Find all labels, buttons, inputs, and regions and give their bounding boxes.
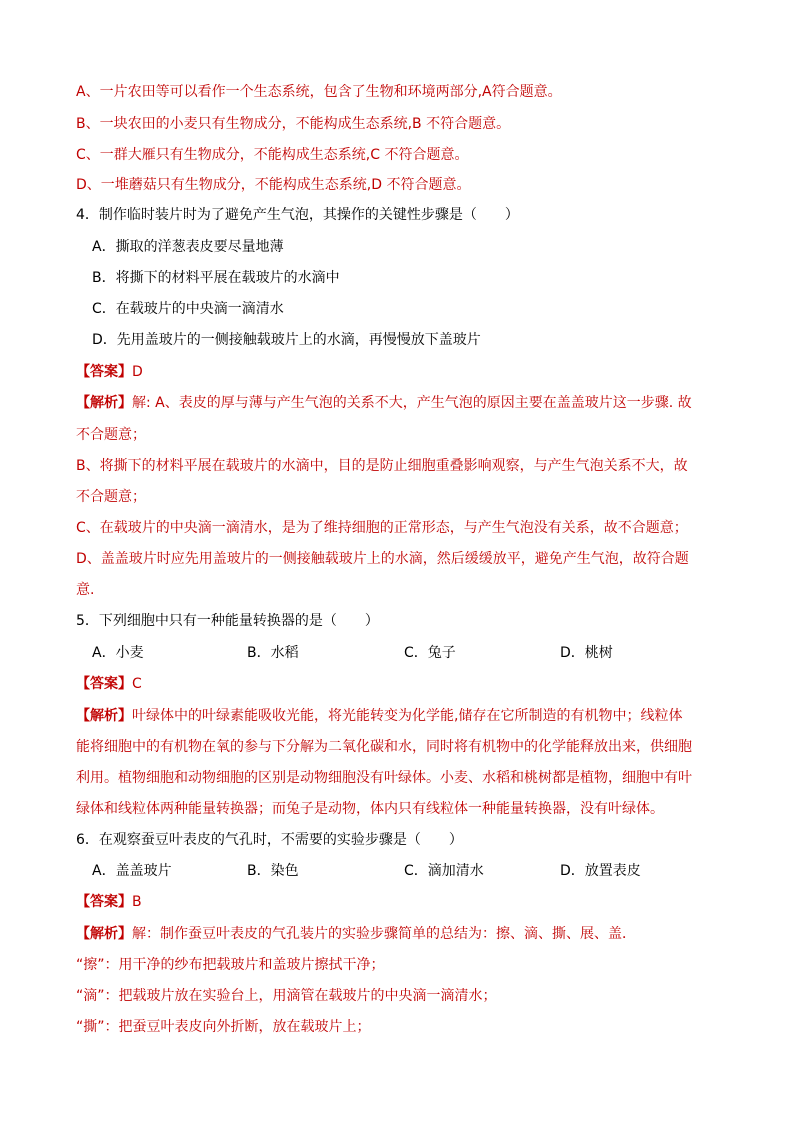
q5-option-b: B．水稻 (247, 645, 299, 661)
q6-analysis-line-2: “擦”：用干净的纱布把载玻片和盖玻片擦拭干净； (76, 957, 385, 973)
q5-analysis-line-4: 绿体和线粒体两种能量转换器；而兔子是动物，体内只有线粒体一种能量转换器，没有叶绿体。 (76, 801, 664, 817)
analysis-label: 【解析】 (76, 926, 132, 942)
q6-analysis-line-4: “撕”：把蚕豆叶表皮向外折断，放在载玻片上； (76, 1019, 371, 1035)
analysis-label: 【解析】 (76, 708, 132, 724)
answer-label: 【答案】 (76, 364, 132, 380)
q4-answer (76, 362, 143, 382)
q3-analysis-a: A、一片农田等可以看作一个生态系统，包含了生物和环境两部分,A符合题意。 (76, 84, 562, 100)
q5-options (92, 643, 752, 663)
q5-option-d: D．桃树 (560, 645, 613, 661)
q4-stem: 4．制作临时装片时为了避免产生气泡，其操作的关键性步骤是（ ） (76, 207, 519, 223)
q4-analysis-line-5: C、在载玻片的中央滴一滴清水，是为了维持细胞的正常形态，与产生气泡没有关系，故不合题意； (76, 520, 688, 536)
q6-option-d: D．放置表皮 (560, 863, 641, 879)
q4-analysis-line-2: 不合题意； (76, 427, 146, 443)
analysis-label: 【解析】 (76, 395, 132, 411)
q6-option-b: B．染色 (247, 863, 299, 879)
answer-value: B (132, 894, 142, 910)
q5-option-a: A．小麦 (92, 645, 144, 661)
q5-analysis-line-1 (76, 706, 682, 726)
analysis-text: 解: A、表皮的厚与薄与产生气泡的关系不大，产生气泡的原因主要在盖盖玻片这一步骤. 故 (132, 395, 692, 411)
q6-stem: 6．在观察蚕豆叶表皮的气孔时，不需要的实验步骤是（ ） (76, 832, 463, 848)
q6-options (92, 861, 752, 881)
q4-option-b: B．将撕下的材料平展在载玻片的水滴中 (92, 270, 340, 286)
answer-value: D (132, 364, 143, 380)
q4-analysis-line-4: 不合题意； (76, 489, 146, 505)
q3-analysis-c: C、一群大雁只有生物成分，不能构成生态系统,C 不符合题意。 (76, 147, 469, 163)
q5-stem: 5．下列细胞中只有一种能量转换器的是（ ） (76, 613, 379, 629)
q6-option-a: A．盖盖玻片 (92, 863, 172, 879)
q5-option-c: C．兔子 (404, 645, 456, 661)
answer-value: C (132, 676, 142, 692)
q5-analysis-line-2: 能将细胞中的有机物在氧的参与下分解为二氧化碳和水，同时将有机物中的化学能释放出来，供细胞 (76, 739, 692, 755)
answer-label: 【答案】 (76, 676, 132, 692)
q5-analysis-line-3: 利用。植物细胞和动物细胞的区别是动物细胞没有叶绿体。小麦、水稻和桃树都是植物，细胞中有叶 (76, 770, 692, 786)
q4-option-c: C．在载玻片的中央滴一滴清水 (92, 301, 284, 317)
analysis-text: 解：制作蚕豆叶表皮的气孔装片的实验步骤简单的总结为：擦、滴、撕、展、盖． (132, 926, 636, 942)
q6-option-c: C．滴加清水 (404, 863, 484, 879)
analysis-text: 叶绿体中的叶绿素能吸收光能，将光能转变为化学能,储存在它所制造的有机物中；线粒体 (132, 708, 683, 724)
q3-analysis-d: D、一堆蘑菇只有生物成分，不能构成生态系统,D 不符合题意。 (76, 177, 471, 193)
q6-answer (76, 892, 142, 912)
q4-analysis-line-7: 意. (76, 582, 95, 598)
q4-option-a: A．撕取的洋葱表皮要尽量地薄 (92, 239, 284, 255)
q6-analysis-line-3: “滴”：把载玻片放在实验台上，用滴管在载玻片的中央滴一滴清水； (76, 988, 497, 1004)
q4-option-d: D．先用盖玻片的一侧接触载玻片上的水滴，再慢慢放下盖玻片 (92, 332, 481, 348)
q4-analysis-line-6: D、盖盖玻片时应先用盖玻片的一侧接触载玻片上的水滴，然后缓缓放平，避免产生气泡，故符合题 (76, 551, 689, 567)
q5-answer (76, 674, 142, 694)
q6-analysis-line-1 (76, 924, 636, 944)
q4-analysis-line-3: B、将撕下的材料平展在载玻片的水滴中，目的是防止细胞重叠影响观察，与产生气泡关系不大，故 (76, 458, 688, 474)
answer-label: 【答案】 (76, 894, 132, 910)
q3-analysis-b: B、一块农田的小麦只有生物成分，不能构成生态系统,B 不符合题意。 (76, 116, 511, 132)
q4-analysis-line-1 (76, 393, 692, 413)
